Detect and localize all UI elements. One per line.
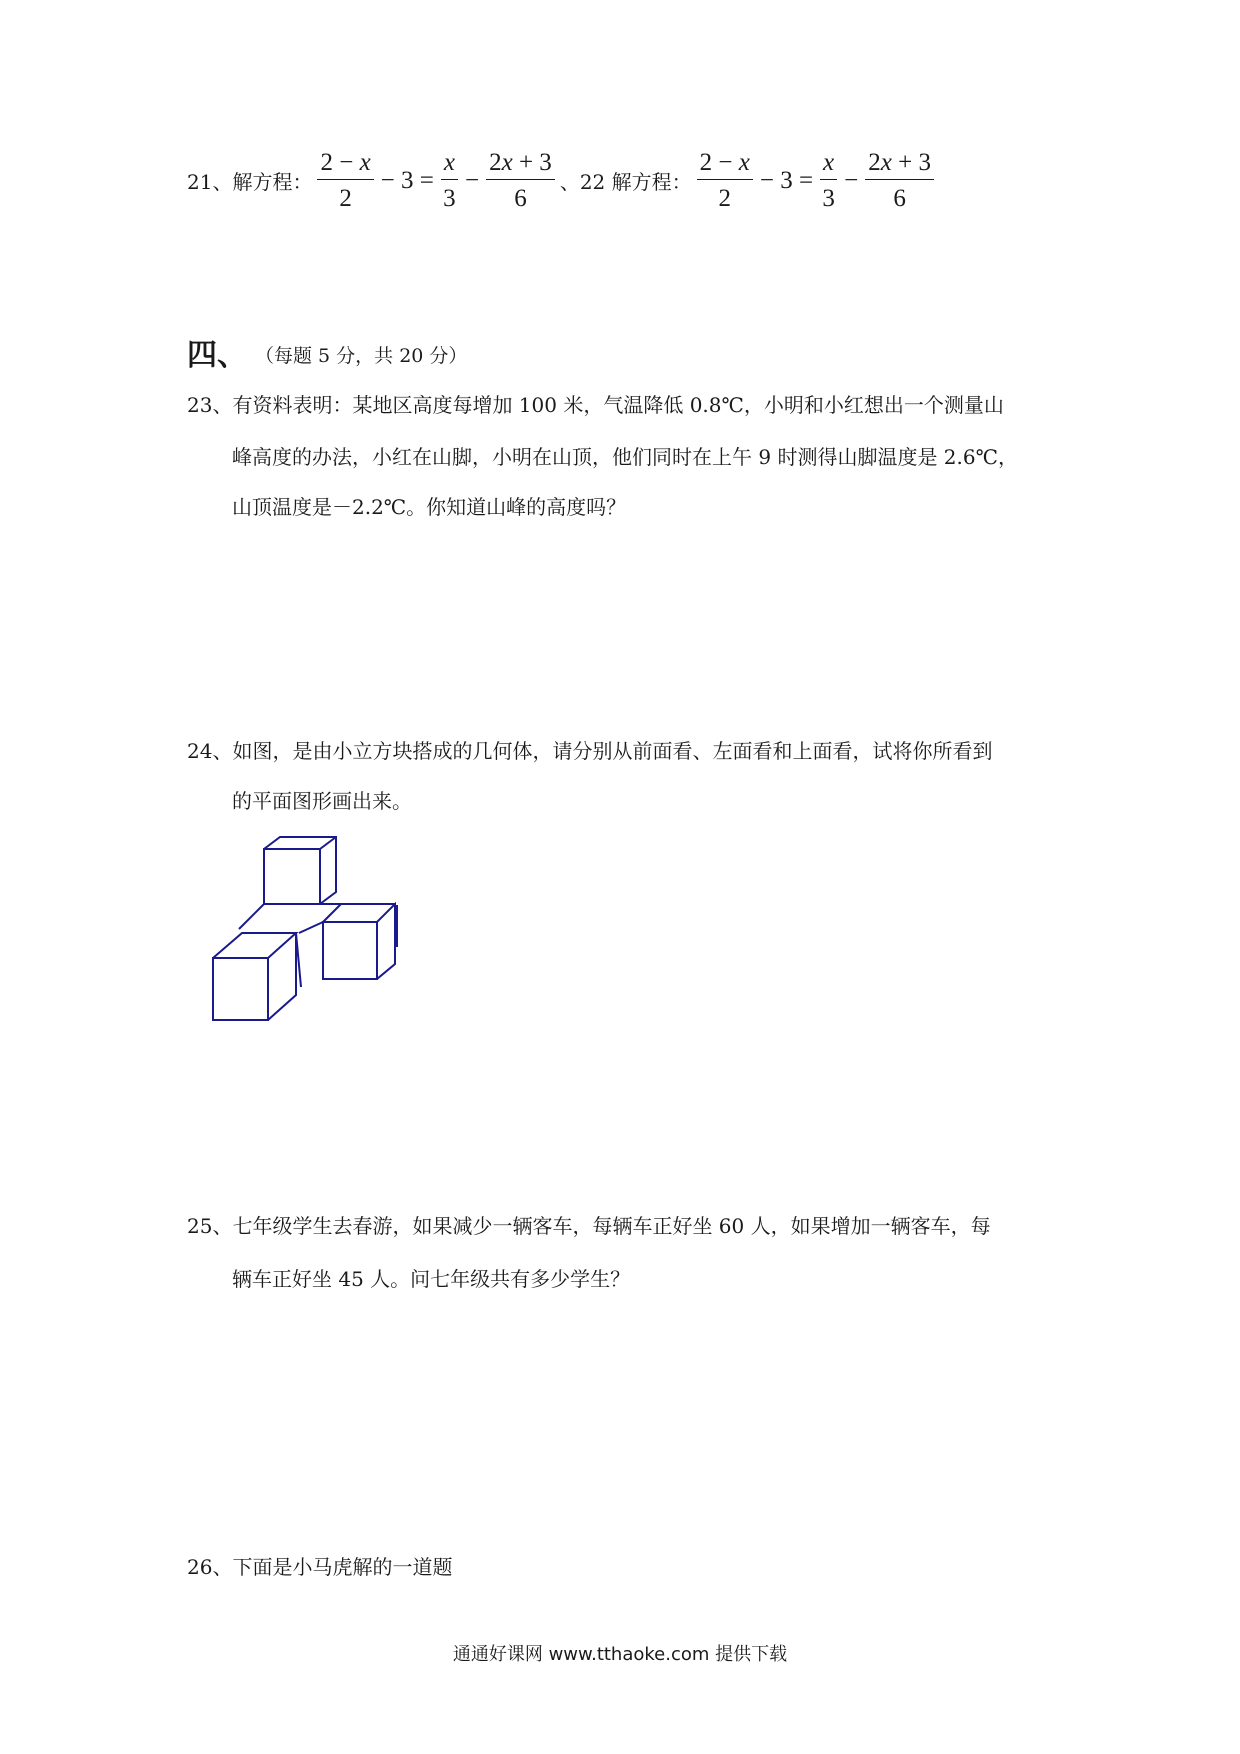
fraction-1: $\frac{2 - x}{2}$ <box>317 150 373 211</box>
q24-line-2: 的平面图形画出来。 <box>232 789 412 813</box>
right-cube-side <box>377 904 395 979</box>
front-cube-front <box>213 958 268 1020</box>
q23-line-1: 23、有资料表明：某地区高度每增加 100 米，气温降低 0.8℃，小明和小红想出一个测量山 <box>187 393 1004 417</box>
front-cube-top <box>213 933 296 958</box>
fraction-6: $\frac{2x + 3}{6}$ <box>865 150 934 211</box>
fraction-3: $\frac{2x + 3}{6}$ <box>486 150 555 211</box>
equation-line: 21、解方程： $\frac{2 - x}{2}$ − 3 = $\frac{x}{3}$ − $\frac{2x + 3}{6}$ 、 22 解方程： $\frac{2 - x}{2}$ − 3 = $\frac{x}{3}$ − $\frac{2x + 3}{6}$ <box>187 150 939 211</box>
q21-separator: 、 <box>559 170 580 194</box>
section-4-title: 四、 <box>187 338 247 373</box>
footer-text: 通通好课网 www.tthaoke.com 提供下载 <box>452 1644 788 1665</box>
fraction-2: $\frac{x}{3}$ <box>441 150 458 211</box>
q21-label: 21、解方程： <box>187 170 313 194</box>
top-cube-front <box>264 849 320 904</box>
top-cube-top-side <box>264 837 336 904</box>
q23-line-3: 山顶温度是－2.2℃。你知道山峰的高度吗？ <box>232 495 627 519</box>
middle-cube-edge-left <box>239 904 264 929</box>
q26-line-1: 26、下面是小马虎解的一道题 <box>187 1555 453 1579</box>
top-cube-edge <box>320 837 336 849</box>
cube-figure <box>195 825 415 1035</box>
fraction-4: $\frac{2 - x}{2}$ <box>697 150 753 211</box>
q23-line-2: 峰高度的办法，小红在山脚，小明在山顶，他们同时在上午 9 时测得山脚温度是 2.6℃， <box>232 445 1018 469</box>
fraction-5: $\frac{x}{3}$ <box>820 150 837 211</box>
q25-line-1: 25、七年级学生去春游，如果减少一辆客车，每辆车正好坐 60 人，如果增加一辆客车，每 <box>187 1214 991 1238</box>
q22-label: 22 解方程： <box>579 170 692 194</box>
q24-line-1: 24、如图，是由小立方块搭成的几何体，请分别从前面看、左面看和上面看，试将你所看到 <box>187 739 993 763</box>
right-cube-edge-left <box>323 904 341 922</box>
q25-line-2: 辆车正好坐 45 人。问七年级共有多少学生？ <box>232 1267 631 1291</box>
right-cube-front <box>323 922 377 979</box>
middle-cube-edge-right <box>299 922 323 933</box>
section-4-note: （每题 5 分，共 20 分） <box>255 345 468 367</box>
